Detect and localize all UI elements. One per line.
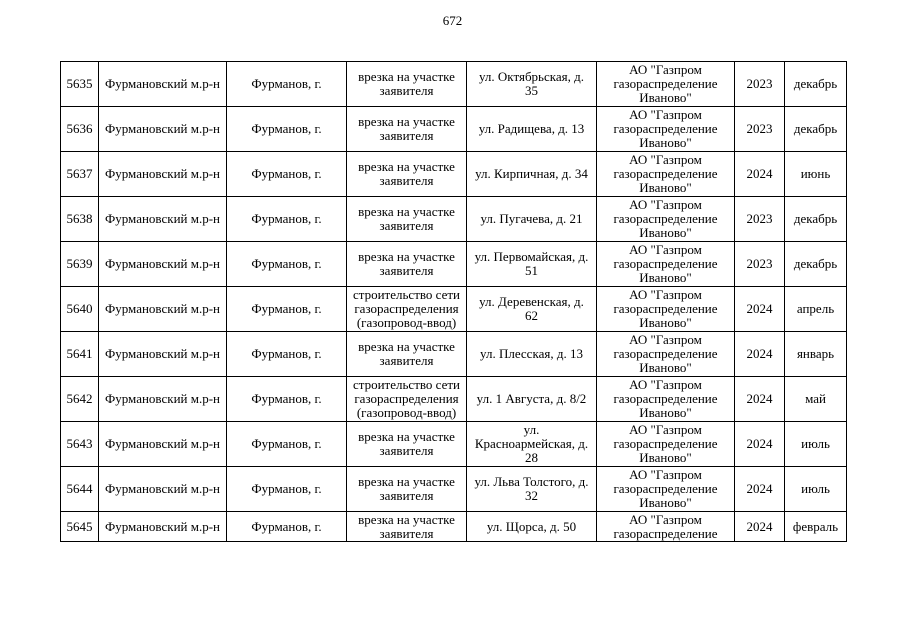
year-cell: 2024 — [735, 422, 785, 467]
district-cell: Фурмановский м.р-н — [99, 287, 227, 332]
month-cell: февраль — [785, 512, 847, 542]
address-cell: ул. Льва Толстого, д. 32 — [467, 467, 597, 512]
table-row — [61, 197, 847, 242]
district-cell: Фурмановский м.р-н — [99, 377, 227, 422]
table-row — [61, 107, 847, 152]
month-cell: декабрь — [785, 62, 847, 107]
organization-cell: АО "Газпром газораспределение Иваново" — [597, 287, 735, 332]
month-cell: июль — [785, 467, 847, 512]
address-cell: ул. Пугачева, д. 21 — [467, 197, 597, 242]
page-number: 672 — [442, 13, 463, 28]
month-cell: декабрь — [785, 242, 847, 287]
organization-cell: АО "Газпром газораспределение Иваново" — [597, 107, 735, 152]
work-type-cell: врезка на участке заявителя — [347, 62, 467, 107]
year-cell: 2024 — [735, 467, 785, 512]
month-cell: апрель — [785, 287, 847, 332]
row-number: 5643 — [61, 422, 99, 467]
data-table — [60, 61, 847, 542]
city-cell: Фурманов, г. — [227, 152, 347, 197]
month-cell: декабрь — [785, 107, 847, 152]
row-number: 5642 — [61, 377, 99, 422]
address-cell: ул. Октябрьская, д. 35 — [467, 62, 597, 107]
address-cell: ул. Кирпичная, д. 34 — [467, 152, 597, 197]
organization-cell: АО "Газпром газораспределение Иваново" — [597, 377, 735, 422]
city-cell: Фурманов, г. — [227, 512, 347, 542]
row-number: 5641 — [61, 332, 99, 377]
table-row — [61, 287, 847, 332]
city-cell: Фурманов, г. — [227, 197, 347, 242]
row-number: 5636 — [61, 107, 99, 152]
district-cell: Фурмановский м.р-н — [99, 242, 227, 287]
year-cell: 2024 — [735, 332, 785, 377]
year-cell: 2023 — [735, 62, 785, 107]
address-cell: ул. Щорса, д. 50 — [467, 512, 597, 542]
year-cell: 2024 — [735, 152, 785, 197]
organization-cell: АО "Газпром газораспределение Иваново" — [597, 332, 735, 377]
district-cell: Фурмановский м.р-н — [99, 512, 227, 542]
organization-cell: АО "Газпром газораспределение — [597, 512, 735, 542]
city-cell: Фурманов, г. — [227, 242, 347, 287]
district-cell: Фурмановский м.р-н — [99, 422, 227, 467]
table-row — [61, 332, 847, 377]
address-cell: ул. Первомайская, д. 51 — [467, 242, 597, 287]
work-type-cell: врезка на участке заявителя — [347, 422, 467, 467]
year-cell: 2024 — [735, 287, 785, 332]
table-row — [61, 512, 847, 542]
district-cell: Фурмановский м.р-н — [99, 467, 227, 512]
row-number: 5640 — [61, 287, 99, 332]
month-cell: июль — [785, 422, 847, 467]
city-cell: Фурманов, г. — [227, 332, 347, 377]
work-type-cell: врезка на участке заявителя — [347, 242, 467, 287]
city-cell: Фурманов, г. — [227, 377, 347, 422]
table-row — [61, 377, 847, 422]
organization-cell: АО "Газпром газораспределение Иваново" — [597, 467, 735, 512]
year-cell: 2024 — [735, 512, 785, 542]
organization-cell: АО "Газпром газораспределение Иваново" — [597, 422, 735, 467]
work-type-cell: врезка на участке заявителя — [347, 512, 467, 542]
row-number: 5645 — [61, 512, 99, 542]
work-type-cell: врезка на участке заявителя — [347, 107, 467, 152]
table-row — [61, 62, 847, 107]
row-number: 5638 — [61, 197, 99, 242]
month-cell: май — [785, 377, 847, 422]
address-cell: ул. Плесская, д. 13 — [467, 332, 597, 377]
organization-cell: АО "Газпром газораспределение Иваново" — [597, 62, 735, 107]
address-cell: ул. 1 Августа, д. 8/2 — [467, 377, 597, 422]
year-cell: 2023 — [735, 242, 785, 287]
work-type-cell: строительство сети газораспределения (газопровод-ввод) — [347, 287, 467, 332]
district-cell: Фурмановский м.р-н — [99, 62, 227, 107]
row-number: 5637 — [61, 152, 99, 197]
address-cell: ул. Радищева, д. 13 — [467, 107, 597, 152]
address-cell: ул. Красноармейская, д. 28 — [467, 422, 597, 467]
district-cell: Фурмановский м.р-н — [99, 107, 227, 152]
row-number: 5639 — [61, 242, 99, 287]
year-cell: 2024 — [735, 377, 785, 422]
city-cell: Фурманов, г. — [227, 287, 347, 332]
work-type-cell: врезка на участке заявителя — [347, 332, 467, 377]
district-cell: Фурмановский м.р-н — [99, 152, 227, 197]
district-cell: Фурмановский м.р-н — [99, 332, 227, 377]
organization-cell: АО "Газпром газораспределение Иваново" — [597, 152, 735, 197]
year-cell: 2023 — [735, 107, 785, 152]
month-cell: июнь — [785, 152, 847, 197]
year-cell: 2023 — [735, 197, 785, 242]
address-cell: ул. Деревенская, д. 62 — [467, 287, 597, 332]
work-type-cell: врезка на участке заявителя — [347, 152, 467, 197]
work-type-cell: врезка на участке заявителя — [347, 197, 467, 242]
month-cell: январь — [785, 332, 847, 377]
row-number: 5635 — [61, 62, 99, 107]
organization-cell: АО "Газпром газораспределение Иваново" — [597, 242, 735, 287]
table-row — [61, 422, 847, 467]
district-cell: Фурмановский м.р-н — [99, 197, 227, 242]
city-cell: Фурманов, г. — [227, 422, 347, 467]
organization-cell: АО "Газпром газораспределение Иваново" — [597, 197, 735, 242]
city-cell: Фурманов, г. — [227, 62, 347, 107]
city-cell: Фурманов, г. — [227, 467, 347, 512]
work-type-cell: врезка на участке заявителя — [347, 467, 467, 512]
month-cell: декабрь — [785, 197, 847, 242]
row-number: 5644 — [61, 467, 99, 512]
table-row — [61, 152, 847, 197]
table-row — [61, 242, 847, 287]
city-cell: Фурманов, г. — [227, 107, 347, 152]
work-type-cell: строительство сети газораспределения (газопровод-ввод) — [347, 377, 467, 422]
table-row — [61, 467, 847, 512]
